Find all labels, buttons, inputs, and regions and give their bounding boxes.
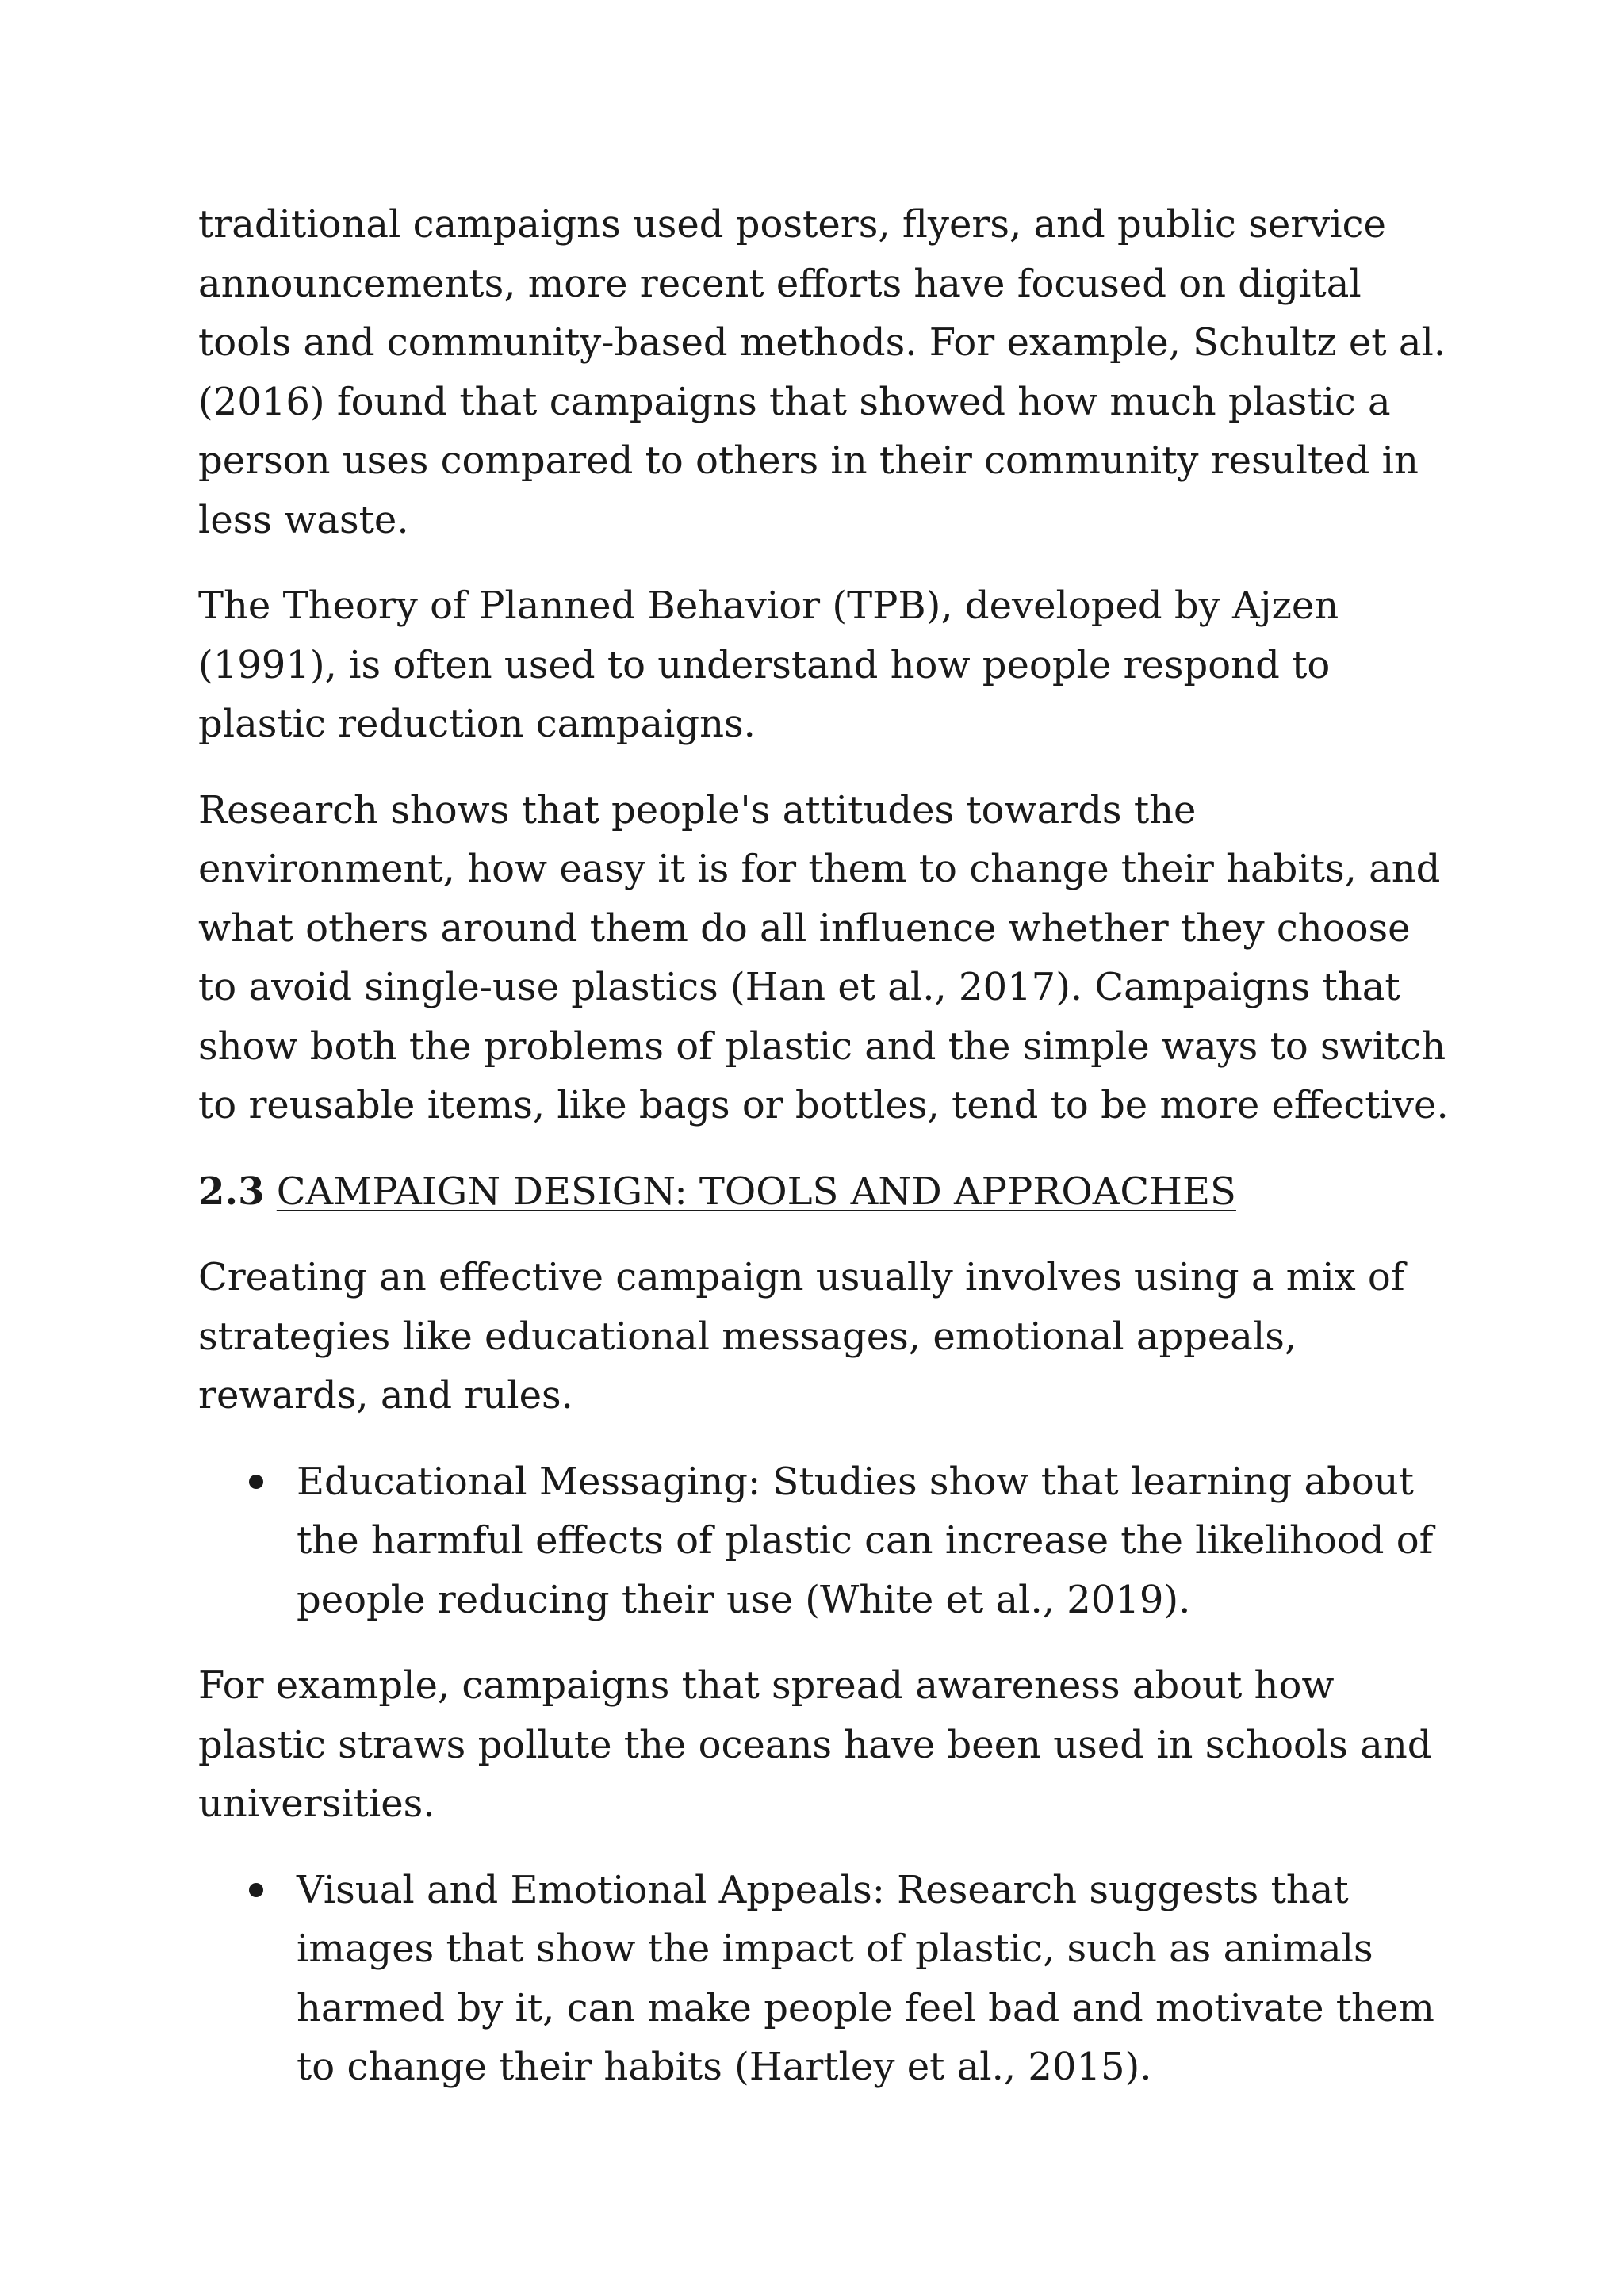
bullet-list-educational <box>198 1452 1451 1630</box>
section-heading <box>198 1162 1451 1222</box>
bullet-icon <box>249 1883 263 1897</box>
paragraph-campaign-methods: traditional campaigns used posters, flyers, and public service announcements, more recent efforts have focused on digital tools and community-based methods. For example, Schultz et al. (2016) found that campaigns that showed how much plastic a person uses compared to others in their community resulted in less waste. <box>198 202 1446 542</box>
paragraph-theory-planned-behavior: The Theory of Planned Behavior (TPB), developed by Ajzen (1991), is often used to understand how people respond to plastic reduction campaigns. <box>198 584 1339 746</box>
bullet-item-educational-messaging <box>297 1452 1451 1630</box>
document-body <box>198 195 1451 2124</box>
bullet-item-visual-emotional <box>297 1861 1451 2097</box>
bullet-list-visual <box>198 1861 1451 2097</box>
paragraph-attitudes-research: Research shows that people's attitudes towards the environment, how easy it is for them to change their habits, and what others around them do all influence whether they choose to avoid single-use plastics (Han et al., 2017). Campaigns that show both the problems of plastic and the simple ways to switch to reusable items, like bags or bottles, tend to be more effective. <box>198 787 1449 1127</box>
bullet-text: Educational Messaging: Studies show that learning about the harmful effects of plastic can increase the likelihood of people reducing their use (White et al., 2019). <box>297 1459 1434 1622</box>
section-title: CAMPAIGN DESIGN: TOOLS AND APPROACHES <box>276 1169 1236 1214</box>
bullet-text: Visual and Emotional Appeals: Research suggests that images that show the impact of plastic, such as animals harmed by it, can make people feel bad and motivate them to change their habits (Hartley et al., 2015). <box>297 1867 1434 2089</box>
section-number: 2.3 <box>198 1169 265 1214</box>
paragraph-campaign-strategies: Creating an effective campaign usually involves using a mix of strategies like educational messages, emotional appeals, rewards, and rules. <box>198 1255 1405 1418</box>
paragraph-straws-example: For example, campaigns that spread awareness about how plastic straws pollute the oceans have been used in schools and universities. <box>198 1663 1432 1826</box>
bullet-icon <box>249 1475 263 1489</box>
